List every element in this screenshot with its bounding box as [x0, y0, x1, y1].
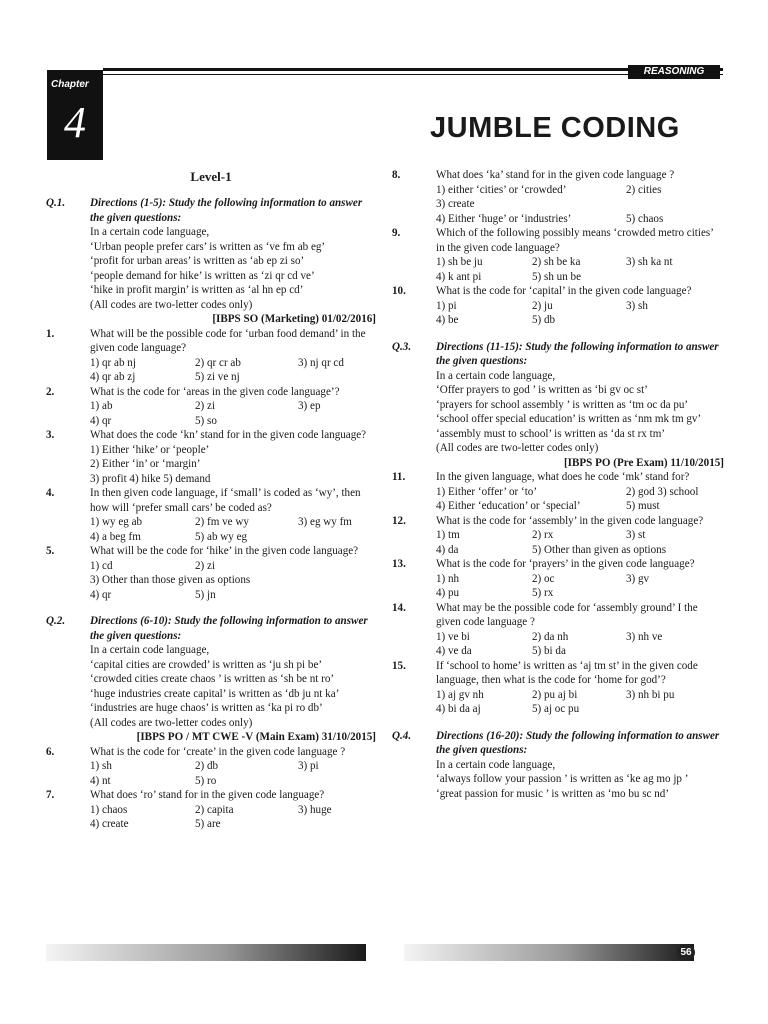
answer-option[interactable]: 2) sh be ka: [532, 256, 581, 268]
directions-item: [392, 729, 724, 802]
option-row: [90, 803, 376, 818]
question-number: 1.: [46, 327, 55, 340]
answer-option[interactable]: 5) ab wy eg: [195, 530, 248, 543]
option-row: [90, 443, 376, 458]
option-row: [436, 528, 724, 543]
answer-option[interactable]: 4) create: [90, 818, 129, 830]
question-item: [46, 788, 376, 832]
info-line: ‘Urban people prefer cars’ is written as ‘ve fm ab eg’: [90, 240, 326, 253]
info-line: ‘prayers for school assembly ’ is written as ‘tm oc da pu’: [436, 398, 689, 411]
option-row: [436, 485, 724, 500]
question-item: [46, 327, 376, 385]
question-item: [46, 745, 376, 789]
answer-option[interactable]: 4) a beg fm: [90, 530, 141, 543]
exam-source: [IBPS PO / MT CWE -V (Main Exam) 31/10/2015]: [136, 731, 376, 743]
question-number: 5.: [46, 545, 55, 557]
option-row: [436, 688, 724, 703]
question-item: [46, 544, 376, 602]
question-item: [392, 226, 724, 284]
info-line: ‘crowded cities create chaos ’ is written as ‘sh be nt ro’: [90, 673, 335, 685]
answer-option[interactable]: 1) qr ab nj: [90, 356, 136, 369]
level-heading: Level-1: [190, 169, 232, 184]
answer-option[interactable]: 4) Either ‘huge’ or ‘industries’: [436, 212, 572, 225]
question-item: [46, 385, 376, 429]
question-number: 3.: [46, 429, 55, 441]
answer-option[interactable]: 3) Other than those given as options: [90, 574, 251, 586]
answer-option[interactable]: 2) Either ‘in’ or ‘margin’: [90, 458, 201, 470]
answer-option[interactable]: 2) oc: [532, 572, 555, 585]
answer-option[interactable]: 3) gv: [626, 572, 650, 585]
answer-option[interactable]: 1) pi: [436, 299, 457, 312]
answer-option[interactable]: 1) nh: [436, 572, 460, 585]
info-line: (All codes are two-letter codes only): [90, 716, 253, 729]
answer-option[interactable]: 4) qr: [90, 588, 112, 601]
directions-block-q2: [46, 614, 376, 745]
question-number: 10.: [392, 285, 406, 297]
right-column: [392, 168, 724, 801]
option-row: [90, 573, 376, 588]
answer-option[interactable]: 1) Either ‘hike’ or ‘people’: [90, 443, 210, 456]
question-text: What is the code for ‘create’ in the given code language ?: [90, 745, 346, 758]
option-row: [90, 370, 376, 385]
directions-block-q4: [392, 729, 724, 802]
question-number: 6.: [46, 745, 55, 758]
answer-option[interactable]: 1) sh: [90, 760, 112, 772]
question-item: [392, 284, 724, 328]
option-row: [436, 197, 724, 212]
answer-option[interactable]: 4) nt: [90, 774, 111, 787]
answer-option[interactable]: 5) chaos: [626, 212, 664, 225]
answer-option[interactable]: 5) sh un be: [532, 270, 581, 283]
answer-option[interactable]: 2) db: [195, 760, 219, 772]
page-number: 56: [677, 945, 695, 960]
answer-option[interactable]: 4) da: [436, 543, 459, 556]
question-item: [392, 514, 724, 558]
question-group-8-10: [392, 168, 724, 328]
directions-item: [392, 340, 724, 471]
question-number: 12.: [392, 514, 406, 527]
answer-option[interactable]: 5) bi da: [532, 645, 566, 657]
info-line: In a certain code language,: [90, 644, 210, 656]
answer-option[interactable]: 5) ro: [195, 774, 217, 787]
directions-item: [46, 614, 376, 745]
option-row: [90, 472, 376, 487]
answer-option[interactable]: 4) pu: [436, 587, 460, 599]
question-item: [392, 601, 724, 659]
answer-option[interactable]: 2) qr cr ab: [195, 356, 241, 369]
info-line: ‘assembly must to school’ is written as ‘da st rx tm’: [436, 427, 666, 440]
question-item: [392, 659, 724, 717]
option-row: [90, 588, 376, 603]
question-text: What will be the possible code for ‘urban food demand’ in the given code language?: [90, 327, 366, 354]
question-text: What is the code for ‘capital’ in the given code language?: [436, 285, 692, 297]
answer-option[interactable]: 1) either ‘cities’ or ‘crowded’: [436, 183, 567, 196]
question-item: [392, 168, 724, 226]
option-row: [436, 644, 724, 659]
answer-option[interactable]: 1) ab: [90, 400, 113, 412]
question-item: [46, 428, 376, 486]
answer-option[interactable]: 3) sh ka nt: [626, 256, 673, 268]
answer-option[interactable]: 2) zi: [195, 559, 216, 572]
answer-option[interactable]: 3) huge: [298, 803, 332, 816]
question-number: 8.: [392, 169, 401, 181]
answer-option[interactable]: 1) cd: [90, 559, 113, 572]
question-text: What is the code for ‘areas in the given code language’?: [90, 385, 340, 398]
answer-option[interactable]: 5) jn: [195, 588, 216, 601]
answer-option[interactable]: 1) tm: [436, 529, 460, 541]
info-line: ‘hike in profit margin’ is written as ‘al hn ep cd’: [90, 284, 304, 296]
answer-option[interactable]: 5) so: [195, 414, 217, 427]
question-label: Q.4.: [392, 729, 412, 742]
question-label: Q.1.: [46, 197, 66, 209]
directions-text: Directions (6-10): Study the following information to answer the given questions:: [90, 615, 368, 642]
question-text: What does ‘ka’ stand for in the given code language ?: [436, 169, 675, 181]
answer-option[interactable]: 3) nj qr cd: [298, 356, 344, 369]
option-row: [90, 530, 376, 545]
option-row: [90, 356, 376, 371]
option-row: [436, 572, 724, 587]
answer-option[interactable]: 4) Either ‘education’ or ‘special’: [436, 500, 581, 512]
option-row: [436, 183, 724, 198]
answer-option[interactable]: 1) ve bi: [436, 630, 470, 643]
option-row: [436, 543, 724, 558]
option-row: [436, 702, 724, 717]
info-line: ‘profit for urban areas’ is written as ‘ab ep zi so’: [90, 255, 305, 267]
answer-option[interactable]: 5) are: [195, 818, 221, 830]
answer-option[interactable]: 1) chaos: [90, 803, 128, 816]
question-label: Q.3.: [392, 340, 412, 353]
answer-option[interactable]: 5) Other than given as options: [532, 543, 667, 556]
footer-bar-right: [404, 944, 694, 961]
answer-option[interactable]: 5) aj oc pu: [532, 703, 580, 715]
answer-option[interactable]: 1) Either ‘offer’ or ‘to’: [436, 485, 538, 498]
question-text: In the given language, what does he code ‘mk’ stand for?: [436, 471, 690, 483]
answer-option[interactable]: 2) pu aj bi: [532, 688, 578, 701]
option-row: [90, 817, 376, 832]
answer-option[interactable]: 2) cities: [626, 183, 662, 196]
directions-block-q3: [392, 340, 724, 471]
info-line: ‘Offer prayers to god ’ is written as ‘bi gv oc st’: [436, 384, 648, 396]
option-row: [436, 270, 724, 285]
question-text: What is the code for ‘prayers’ in the given code language?: [436, 558, 695, 570]
answer-option[interactable]: 3) ep: [298, 400, 321, 412]
answer-option[interactable]: 2) zi: [195, 400, 216, 412]
answer-option[interactable]: 3) nh ve: [626, 630, 663, 643]
question-label: Q.2.: [46, 615, 66, 627]
directions-text: Directions (16-20): Study the following information to answer the given questions:: [436, 729, 720, 756]
exam-source: [IBPS SO (Marketing) 01/02/2016]: [212, 313, 376, 325]
answer-option[interactable]: 5) must: [626, 500, 660, 512]
info-line: ‘school offer special education’ is written as ‘nm mk tm gv’: [436, 413, 702, 425]
option-row: [90, 559, 376, 574]
exam-source: [IBPS PO (Pre Exam) 11/10/2015]: [563, 456, 724, 469]
question-text: Which of the following possibly means ‘crowded metro cities’ in the given code language?: [436, 227, 714, 254]
question-number: 11.: [392, 471, 406, 483]
question-number: 13.: [392, 558, 406, 570]
answer-option[interactable]: 4) k ant pi: [436, 270, 482, 283]
option-row: [90, 774, 376, 789]
question-text: If ‘school to home’ is written as ‘aj tm st’ in the given code language, then what is the code for ‘home for god’?: [436, 659, 698, 686]
answer-option[interactable]: 4) bi da aj: [436, 703, 481, 715]
answer-option[interactable]: 3) profit 4) hike 5) demand: [90, 472, 211, 485]
info-line: In a certain code language,: [436, 369, 556, 382]
option-row: [90, 515, 376, 530]
option-row: [436, 586, 724, 601]
answer-option[interactable]: 4) qr: [90, 414, 112, 427]
answer-option[interactable]: 4) be: [436, 314, 459, 326]
answer-option[interactable]: 3) nh bi pu: [626, 688, 675, 701]
option-row: [90, 457, 376, 472]
question-item: [392, 557, 724, 601]
question-number: 2.: [46, 385, 55, 398]
answer-option[interactable]: 1) wy eg ab: [90, 516, 143, 528]
footer-bar-left: [46, 944, 366, 961]
option-row: [436, 255, 724, 270]
directions-text: Directions (1-5): Study the following information to answer the given questions:: [90, 197, 363, 224]
chapter-title: JUMBLE CODING: [430, 112, 680, 144]
answer-option[interactable]: 1) aj gv nh: [436, 688, 484, 701]
answer-option[interactable]: 2) da nh: [532, 630, 569, 643]
chapter-number: 4: [64, 98, 86, 147]
answer-option[interactable]: 3) create: [436, 198, 475, 210]
question-item: [392, 470, 724, 514]
info-line: ‘people demand for hike’ is written as ‘zi qr cd ve’: [90, 269, 315, 282]
answer-option[interactable]: 3) st: [626, 529, 646, 541]
answer-option[interactable]: 2) ju: [532, 299, 553, 312]
answer-option[interactable]: 5) db: [532, 314, 556, 326]
question-text: What will be the code for ‘hike’ in the given code language?: [90, 545, 359, 557]
info-line: (All codes are two-letter codes only): [90, 298, 253, 311]
question-item: [46, 486, 376, 544]
question-text: What does ‘ro’ stand for in the given code language?: [90, 789, 325, 801]
option-row: [436, 499, 724, 514]
question-number: 9.: [392, 227, 401, 239]
option-row: [436, 212, 724, 227]
question-text: What may be the possible code for ‘assembly ground’ I the given code language ?: [436, 601, 698, 628]
question-group-1-5: [46, 327, 376, 603]
question-text: What is the code for ‘assembly’ in the given code language?: [436, 514, 704, 527]
option-row: [436, 299, 724, 314]
answer-option[interactable]: 3) pi: [298, 760, 319, 772]
option-row: [436, 630, 724, 645]
question-group-6-7: [46, 745, 376, 832]
chapter-label: Chapter: [51, 79, 89, 90]
answer-option[interactable]: 3) eg wy fm: [298, 516, 352, 528]
directions-block-q1: [46, 196, 376, 327]
answer-option[interactable]: 2) capita: [195, 803, 234, 816]
question-text: In then given code language, if ‘small’ is coded as ‘wy’, then how will ‘prefer small cars’ be coded as?: [90, 487, 361, 514]
option-row: [90, 414, 376, 429]
answer-option[interactable]: 5) zi ve nj: [195, 371, 240, 383]
question-number: 15.: [392, 659, 406, 672]
info-line: In a certain code language,: [90, 226, 210, 238]
directions-text: Directions (11-15): Study the following information to answer the given questions:: [436, 340, 719, 367]
answer-option[interactable]: 5) rx: [532, 587, 554, 599]
left-column: [46, 168, 376, 832]
answer-option[interactable]: 2) god 3) school: [626, 485, 699, 498]
answer-option[interactable]: 4) ve da: [436, 645, 472, 657]
answer-option[interactable]: 4) qr ab zj: [90, 371, 136, 383]
option-row: [436, 313, 724, 328]
answer-option[interactable]: 1) sh be ju: [436, 256, 483, 268]
question-number: 7.: [46, 789, 55, 801]
question-text: What does the code ‘kn’ stand for in the given code language?: [90, 429, 367, 441]
section-tag: REASONING: [628, 65, 720, 79]
info-line: (All codes are two-letter codes only): [436, 442, 599, 454]
answer-option[interactable]: 3) sh: [626, 299, 648, 312]
question-number: 14.: [392, 601, 406, 614]
option-row: [90, 399, 376, 414]
answer-option[interactable]: 2) rx: [532, 529, 554, 541]
info-line: In a certain code language,: [436, 758, 556, 771]
info-line: ‘huge industries create capital’ is written as ‘db ju nt ka’: [90, 687, 340, 700]
info-line: ‘great passion for music ’ is written as ‘mo bu sc nd’: [436, 787, 670, 800]
option-row: [90, 759, 376, 774]
question-number: 4.: [46, 487, 55, 499]
question-group-11-15: [392, 470, 724, 717]
info-line: ‘capital cities are crowded’ is written as ‘ju sh pi be’: [90, 658, 323, 671]
chapter-box: [47, 70, 103, 160]
info-line: ‘always follow your passion ’ is written as ‘ke ag mo jp ’: [436, 773, 689, 785]
answer-option[interactable]: 2) fm ve wy: [195, 516, 249, 528]
directions-item: [46, 196, 376, 327]
info-line: ‘industries are huge chaos’ is written as ‘ka pi ro db’: [90, 702, 323, 714]
